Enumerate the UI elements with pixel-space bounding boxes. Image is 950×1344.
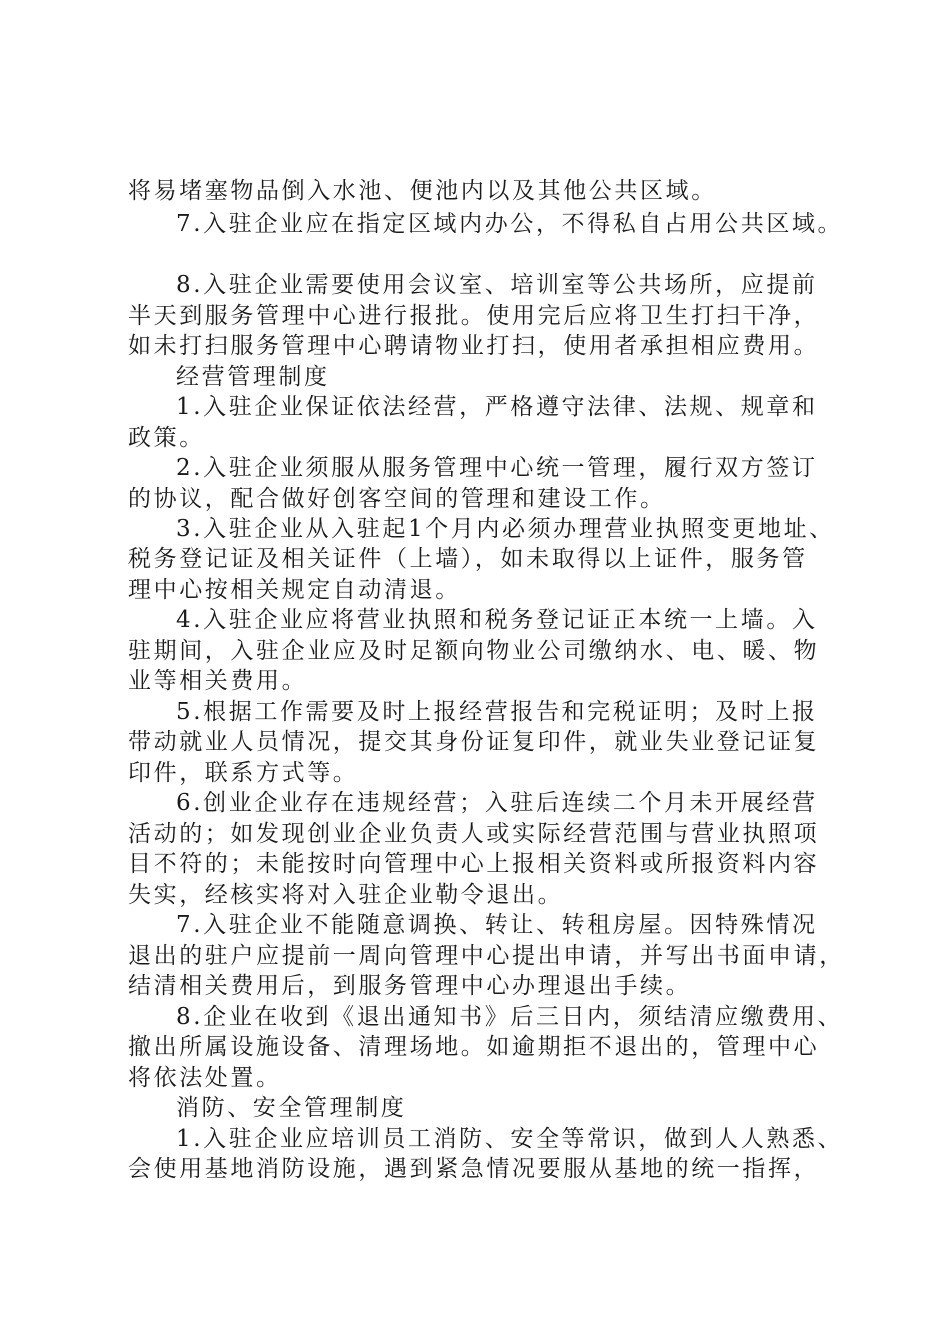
text-line: 目不符的；未能按时向管理中心上报相关资料或所报资料内容 [128,851,820,877]
text-line: 半天到服务管理中心进行报批。使用完后应将卫生打扫干净， [128,303,820,329]
text-line: 政策。 [128,425,205,451]
list-item-1: 1.入驻企业保证依法经营，严格遵守法律、法规、规章和 [176,394,818,420]
list-item-3: 3.入驻企业从入驻起1个月内必须办理营业执照变更地址、 [176,516,835,542]
text-line: 会使用基地消防设施，遇到紧急情况要服从基地的统一指挥， [128,1156,820,1182]
section-heading-business: 经营管理制度 [176,364,330,390]
text-line: 印件，联系方式等。 [128,760,359,786]
text-line: 活动的；如发现创业企业负责人或实际经营范围与营业执照项 [128,821,820,847]
text-line: 税务登记证及相关证件（上墙），如未取得以上证件，服务管 [128,546,808,572]
list-item-4: 4.入驻企业应将营业执照和税务登记证正本统一上墙。入 [176,607,818,633]
list-item-7: 7.入驻企业不能随意调换、转让、转租房屋。因特殊情况 [176,912,818,938]
text-line: 退出的驻户应提前一周向管理中心提出申请，并写出书面申请， [128,943,845,969]
list-item-8: 8.企业在收到《退出通知书》后三日内，须结清应缴费用、 [176,1004,844,1030]
text-line: 业等相关费用。 [128,668,308,694]
text-line: 驻期间，入驻企业应及时足额向物业公司缴纳水、电、暖、物 [128,638,820,664]
list-item-7: 7.入驻企业应在指定区域内办公，不得私自占用公共区域。 [176,211,844,237]
text-line: 将依法处置。 [128,1065,282,1091]
section-heading-fire-safety: 消防、安全管理制度 [176,1095,407,1121]
text-line: 的协议，配合做好创客空间的管理和建设工作。 [128,486,666,512]
text-line: 如未打扫服务管理中心聘请物业打扫，使用者承担相应费用。 [128,333,820,359]
list-item-6: 6.创业企业存在违规经营；入驻后连续二个月未开展经营 [176,790,818,816]
list-item-5: 5.根据工作需要及时上报经营报告和完税证明；及时上报 [176,699,818,725]
text-line: 理中心按相关规定自动清退。 [128,577,461,603]
list-item-2: 2.入驻企业须服从服务管理中心统一管理，履行双方签订 [176,455,818,481]
text-line: 失实，经核实将对入驻企业勒令退出。 [128,882,564,908]
text-line: 撤出所属设施设备、清理场地。如逾期拒不退出的，管理中心 [128,1034,820,1060]
text-line: 带动就业人员情况，提交其身份证复印件，就业失业登记证复 [128,729,820,755]
list-item-8: 8.入驻企业需要使用会议室、培训室等公共场所，应提前 [176,272,818,298]
text-line: 将易堵塞物品倒入水池、便池内以及其他公共区域。 [128,178,717,204]
list-item-1: 1.入驻企业应培训员工消防、安全等常识，做到人人熟悉、 [176,1126,844,1152]
text-line: 结清相关费用后，到服务管理中心办理退出手续。 [128,973,692,999]
